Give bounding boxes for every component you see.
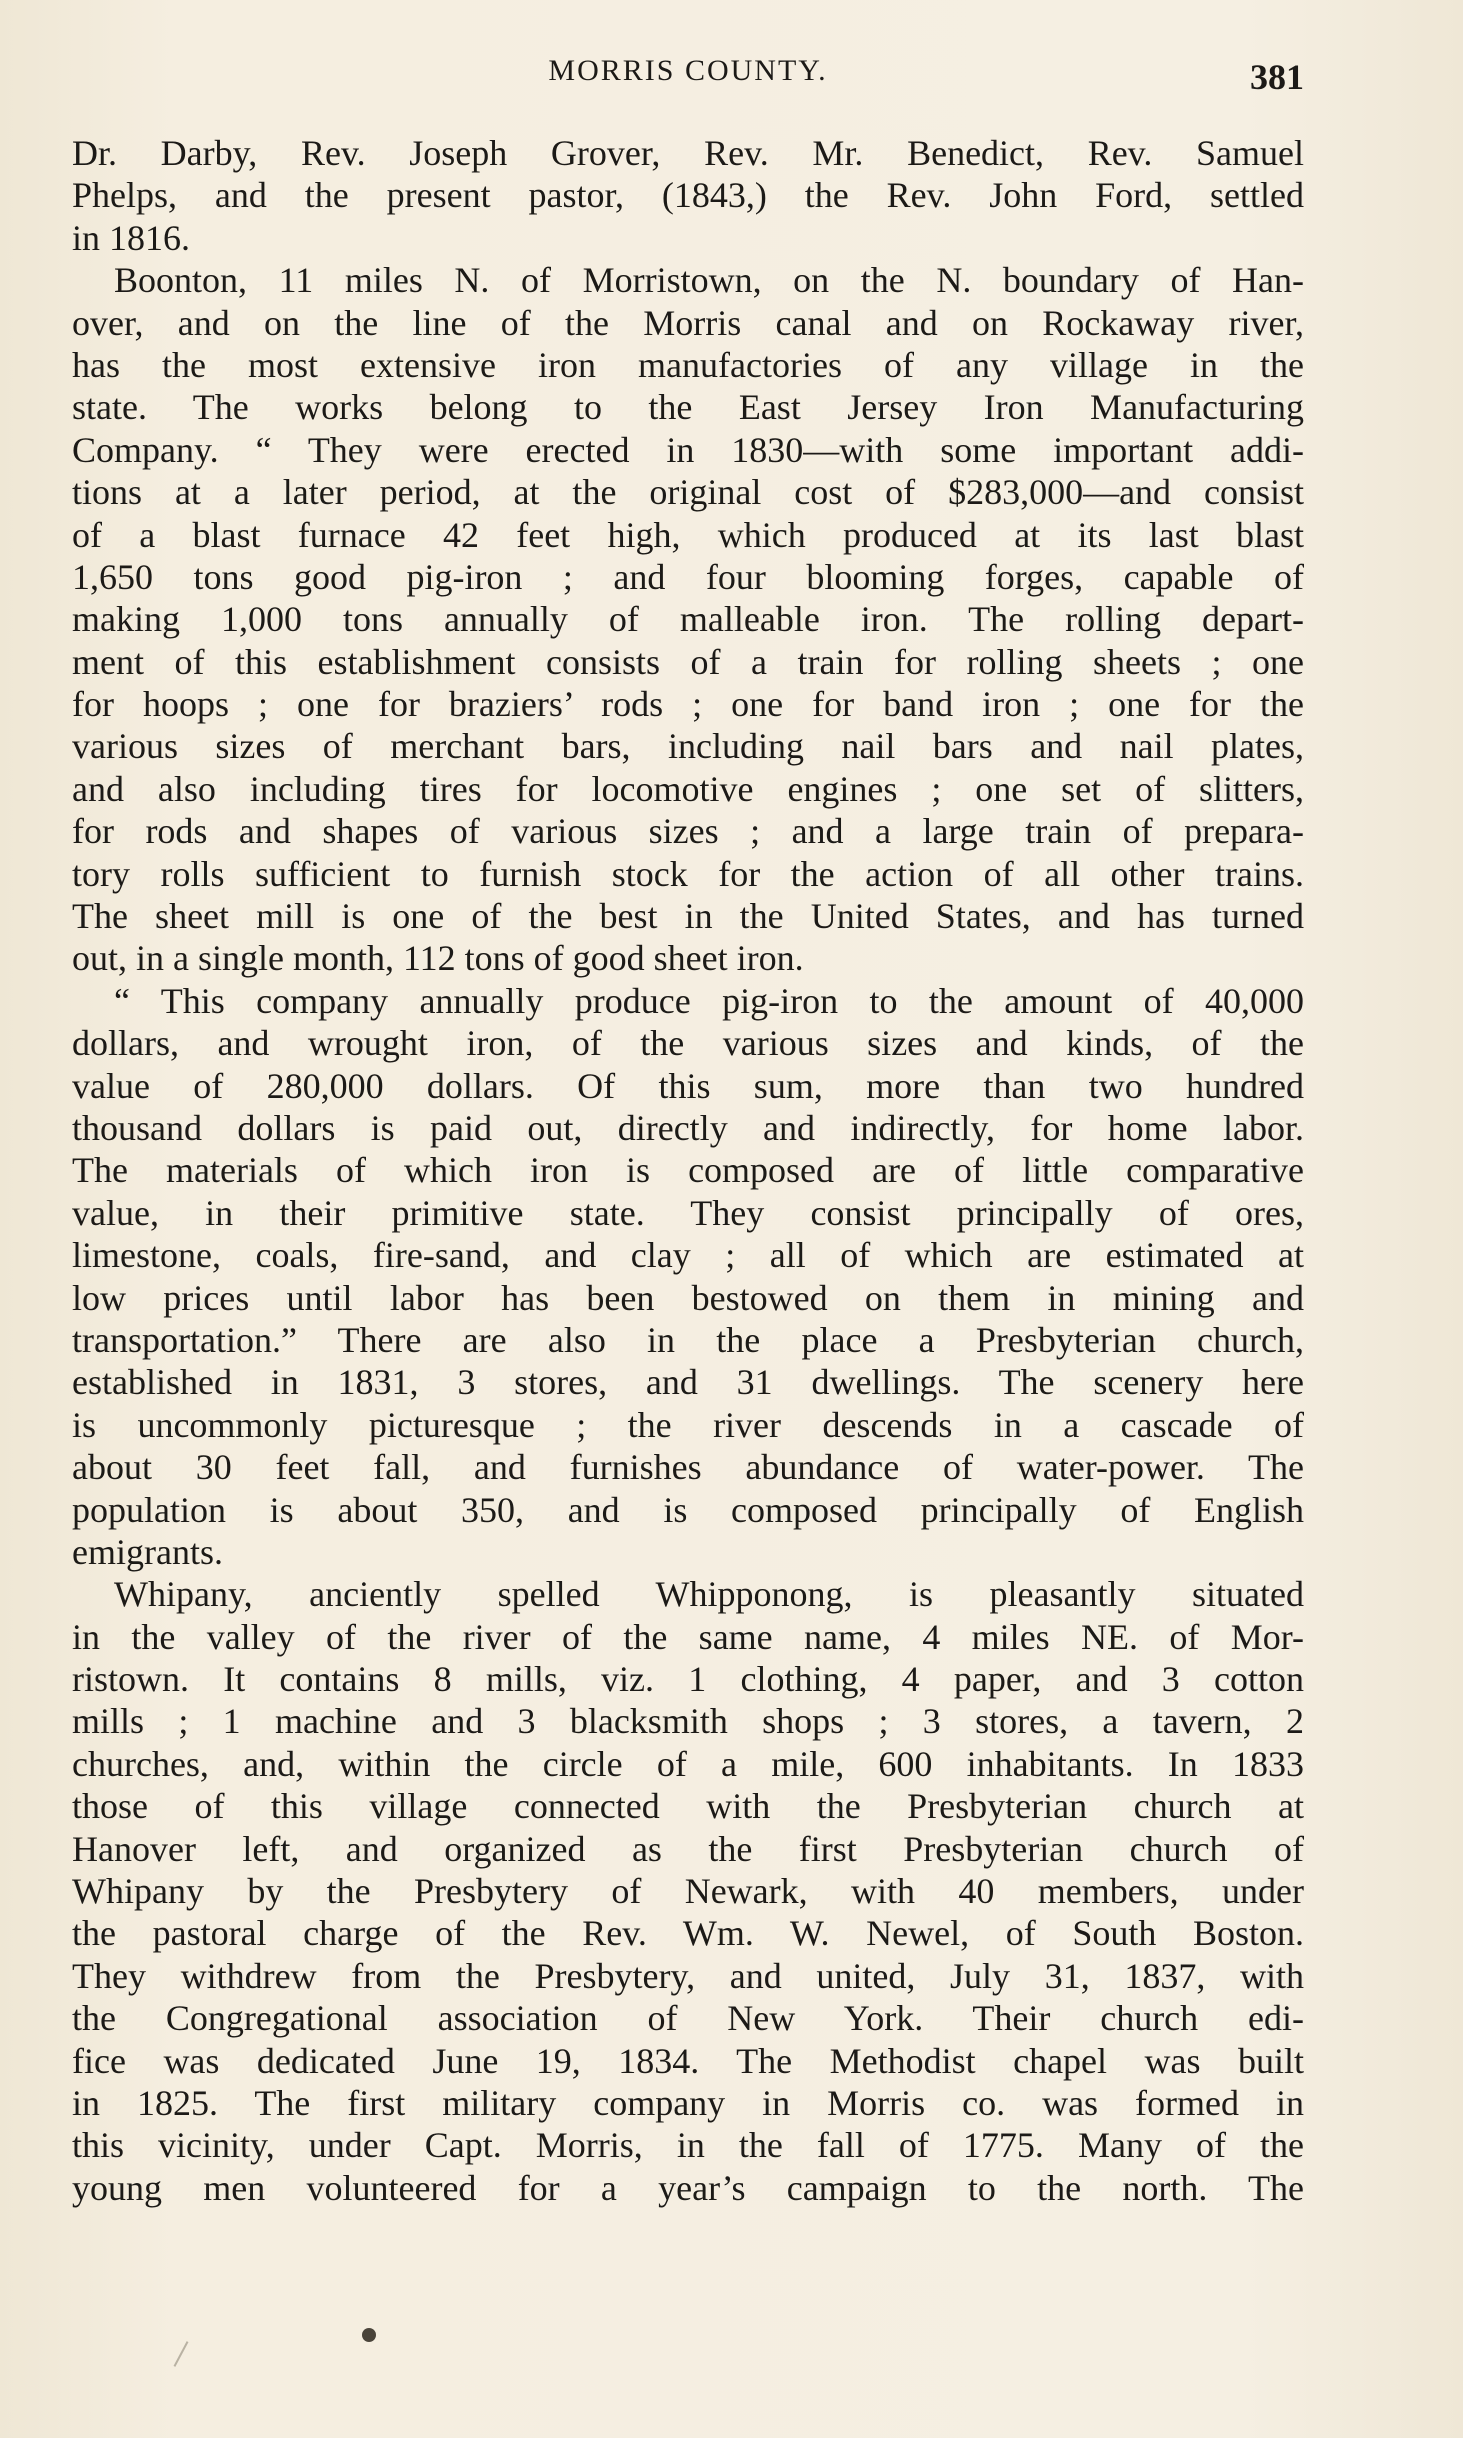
running-title: MORRIS COUNTY. bbox=[548, 54, 828, 87]
text-line: those of this village connected with the Presbyterian church at bbox=[72, 1786, 1304, 1827]
text-line: various sizes of merchant bars, including nail bars and nail plates, bbox=[72, 726, 1304, 767]
ink-speck bbox=[362, 2328, 376, 2342]
text-line: in the valley of the river of the same name, 4 miles NE. of Mor- bbox=[72, 1616, 1304, 1657]
text-line: limestone, coals, fire-sand, and clay ; all of which are estimated at bbox=[72, 1235, 1304, 1276]
text-line: of a blast furnace 42 feet high, which produced at its last blast bbox=[72, 514, 1304, 555]
text-line: the pastoral charge of the Rev. Wm. W. Newel, of South Boston. bbox=[72, 1913, 1304, 1954]
text-line: fice was dedicated June 19, 1834. The Methodist chapel was built bbox=[72, 2040, 1304, 2081]
text-line: the Congregational association of New York. Their church edi- bbox=[72, 1998, 1304, 2039]
text-line: low prices until labor has been bestowed on them in mining and bbox=[72, 1277, 1304, 1318]
text-line: has the most extensive iron manufactories of any village in the bbox=[72, 344, 1304, 385]
text-line: Whipany, anciently spelled Whipponong, is pleasantly situated bbox=[114, 1574, 1304, 1615]
text-line: population is about 350, and is composed principally of English bbox=[72, 1489, 1304, 1530]
text-line: tory rolls sufficient to furnish stock for the action of all other trains. bbox=[72, 853, 1304, 894]
body-text bbox=[72, 132, 1304, 2209]
text-line: ment of this establishment consists of a train for rolling sheets ; one bbox=[72, 641, 1304, 682]
text-line: young men volunteered for a year’s campaign to the north. The bbox=[72, 2167, 1304, 2208]
text-line: this vicinity, under Capt. Morris, in the fall of 1775. Many of the bbox=[72, 2125, 1304, 2166]
page-number: 381 bbox=[1250, 57, 1304, 97]
text-line: The materials of which iron is composed are of little comparative bbox=[72, 1150, 1304, 1191]
text-line: emigrants. bbox=[72, 1531, 223, 1572]
text-line: value, in their primitive state. They consist principally of ores, bbox=[72, 1192, 1304, 1233]
text-line: ristown. It contains 8 mills, viz. 1 clothing, 4 paper, and 3 cotton bbox=[72, 1659, 1304, 1700]
running-head bbox=[72, 52, 1304, 102]
text-line: dollars, and wrought iron, of the various sizes and kinds, of the bbox=[72, 1023, 1304, 1064]
text-line: “ This company annually produce pig-iron to the amount of 40,000 bbox=[114, 980, 1304, 1021]
text-line: is uncommonly picturesque ; the river descends in a cascade of bbox=[72, 1404, 1304, 1445]
text-line: in 1825. The first military company in Morris co. was formed in bbox=[72, 2082, 1304, 2123]
text-line: in 1816. bbox=[72, 217, 191, 258]
text-line: making 1,000 tons annually of malleable iron. The rolling depart- bbox=[72, 599, 1304, 640]
text-line: out, in a single month, 112 tons of good sheet iron. bbox=[72, 938, 804, 979]
text-line: over, and on the line of the Morris canal and on Rockaway river, bbox=[72, 302, 1304, 343]
text-line: tions at a later period, at the original cost of $283,000—and consist bbox=[72, 472, 1304, 513]
text-line: They withdrew from the Presbytery, and united, July 31, 1837, with bbox=[72, 1955, 1304, 1996]
text-line: churches, and, within the circle of a mile, 600 inhabitants. In 1833 bbox=[72, 1743, 1304, 1784]
text-line: for hoops ; one for braziers’ rods ; one for band iron ; one for the bbox=[72, 684, 1304, 725]
text-line: thousand dollars is paid out, directly and indirectly, for home labor. bbox=[72, 1107, 1304, 1148]
text-line: The sheet mill is one of the best in the United States, and has turned bbox=[72, 896, 1304, 937]
text-line: Dr. Darby, Rev. Joseph Grover, Rev. Mr. Benedict, Rev. Samuel bbox=[72, 133, 1304, 173]
text-line: Phelps, and the present pastor, (1843,) the Rev. John Ford, settled bbox=[72, 175, 1304, 216]
text-line: Boonton, 11 miles N. of Morristown, on the N. boundary of Han- bbox=[114, 260, 1304, 301]
text-line: 1,650 tons good pig-iron ; and four blooming forges, capable of bbox=[72, 556, 1304, 597]
paper-scratch bbox=[174, 2341, 189, 2367]
text-line: transportation.” There are also in the place a Presbyterian church, bbox=[72, 1319, 1304, 1360]
text-line: Hanover left, and organized as the first Presbyterian church of bbox=[72, 1828, 1304, 1869]
text-line: mills ; 1 machine and 3 blacksmith shops ; 3 stores, a tavern, 2 bbox=[72, 1701, 1304, 1742]
text-line: for rods and shapes of various sizes ; and a large train of prepara- bbox=[72, 811, 1304, 852]
text-line: Whipany by the Presbytery of Newark, with 40 members, under bbox=[72, 1871, 1304, 1912]
text-line: and also including tires for locomotive engines ; one set of slitters, bbox=[72, 768, 1304, 809]
text-line: state. The works belong to the East Jersey Iron Manufacturing bbox=[72, 387, 1304, 428]
text-line: established in 1831, 3 stores, and 31 dwellings. The scenery here bbox=[72, 1362, 1304, 1403]
text-line: value of 280,000 dollars. Of this sum, more than two hundred bbox=[72, 1065, 1304, 1106]
text-line: about 30 feet fall, and furnishes abundance of water-power. The bbox=[72, 1447, 1304, 1488]
text-line: Company. “ They were erected in 1830—with some important addi- bbox=[72, 429, 1304, 470]
